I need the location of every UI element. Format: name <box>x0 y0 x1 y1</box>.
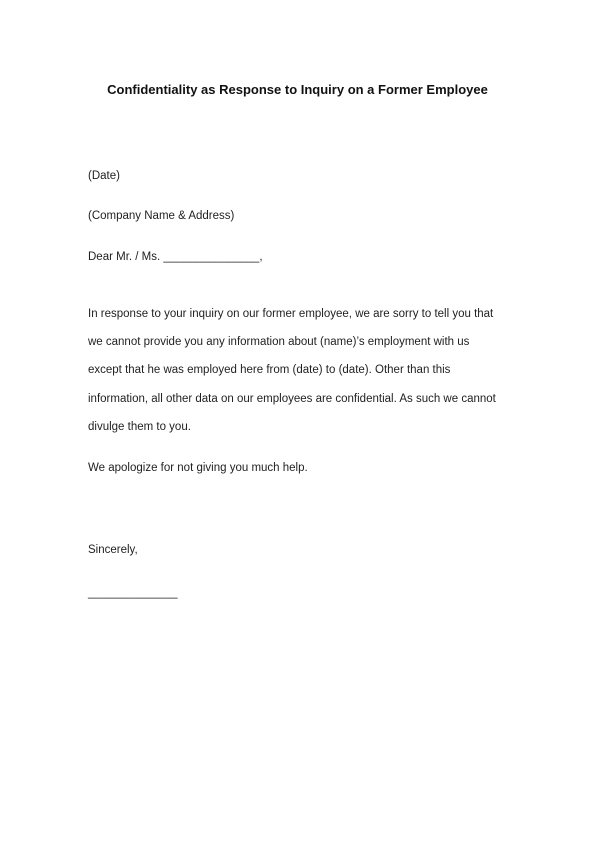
signature-line: ______________ <box>88 587 178 599</box>
letter-title: Confidentiality as Response to Inquiry on a Former Employee <box>107 82 488 97</box>
company-placeholder: (Company Name & Address) <box>88 210 235 222</box>
salutation: Dear Mr. / Ms. _______________, <box>88 251 263 263</box>
apology-line: We apologize for not giving you much help. <box>88 462 308 474</box>
date-placeholder: (Date) <box>88 170 120 182</box>
body-line: information, all other data on our employees are confidential. As such we cannot <box>88 393 496 405</box>
body-line: we cannot provide you any information about (name)’s employment with us <box>88 336 470 348</box>
body-line: except that he was employed here from (date) to (date). Other than this <box>88 364 451 376</box>
body-line: In response to your inquiry on our former employee, we are sorry to tell you that <box>88 308 494 320</box>
closing: Sincerely, <box>88 544 138 556</box>
body-line: divulge them to you. <box>88 421 191 433</box>
